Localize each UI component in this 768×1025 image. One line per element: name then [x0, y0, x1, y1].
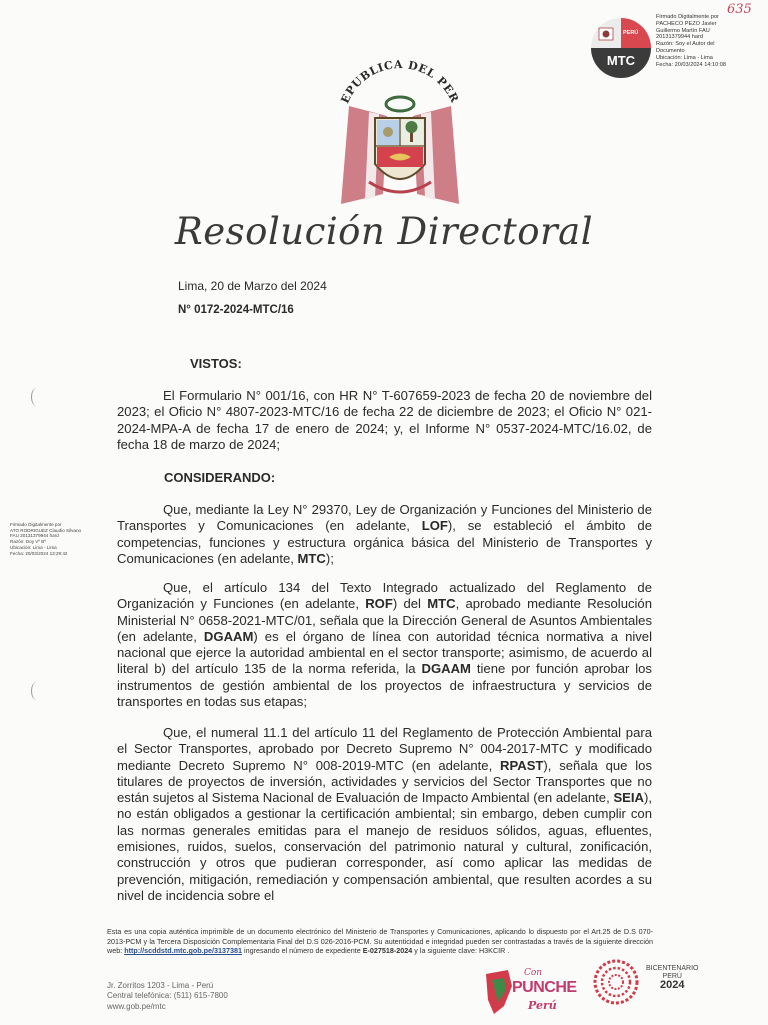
bicentenario-label: BICENTENARIO PERÚ 2024	[646, 965, 699, 991]
vistos-heading: VISTOS:	[190, 356, 242, 371]
ministry-address: Jr. Zorritos 1203 - Lima - Perú Central telefónica: (511) 615-7800 www.gob.pe/mtc	[107, 981, 228, 1011]
place-date: Lima, 20 de Marzo del 2024	[178, 279, 327, 293]
signature-line: FAU 20131379944 hard	[10, 533, 59, 539]
page-number: 635	[727, 2, 752, 17]
signature-line: Ubicación: Lima - Lima	[656, 54, 713, 61]
signature-line: PACHECO PEZO Javier	[656, 20, 717, 27]
signature-line: Documento	[656, 48, 685, 55]
considerando-paragraph-2: Que, el artículo 134 del Texto Integrado actualizado del Reglamento de Organización y Funciones (en adelante, ROF) del MTC, aprobado mediante Resolución Ministerial N° 0658-2021-MTC/01, señala que la Dirección General de Asuntos Ambientales (en adelante, DGAAM) es el órgano de línea con autoridad técnica normativa a nivel nacional que ejerce la autoridad ambiental en el sector transporte; asimismo, de acuerdo al literal b) del artículo 135 de la norma referida, la DGAAM tiene por función aprobar los instrumentos de gestión ambiental de los proyectos de infraestructura y servicios de transportes en todas sus etapas;	[117, 580, 653, 710]
punche-con: Con	[524, 968, 543, 978]
verification-link[interactable]: http://scddstd.mtc.gob.pe/3137381	[124, 946, 243, 956]
signature-line: Firmado Digitalmente por	[656, 14, 719, 20]
signature-line: Guillermo Martín FAU	[656, 27, 710, 34]
signature-line: Firmado Digitalmente por	[10, 522, 62, 527]
signature-line: Ubicación: Lima - Lima	[10, 544, 57, 550]
signature-line: ATO RODRIGUEZ Claudio Silvano	[10, 527, 82, 533]
signature-line: Fecha: 20/03/2024 13:29:42	[10, 550, 68, 556]
emblem-arc-text: EPUBLICA DEL PER	[338, 57, 462, 106]
coat-of-arms	[325, 54, 475, 212]
con-punche-peru-logo	[480, 966, 576, 1020]
website-link[interactable]: www.gob.pe/mtc	[107, 1001, 166, 1011]
considerando-paragraph-1: Que, mediante la Ley N° 29370, Ley de Organización y Funciones del Ministerio de Transportes y Comunicaciones (en adelante, LOF), se estableció el ámbito de competencias, funciones y estructura orgánica básica del Ministerio de Transportes y Comunicaciones (en adelante, MTC);	[117, 502, 652, 566]
vistos-paragraph: El Formulario N° 001/16, con HR N° T-607659-2023 de fecha 20 de noviembre del 2023; el Oficio N° 4807-2023-MTC/16 de fecha 22 de diciembre de 2023; el Oficio N° 021-2024-MPA-A de fecha 17 de enero de 2024; y, el Informe N° 0537-2024-MTC/16.02, de fecha 18 de marzo de 2024;	[117, 388, 652, 452]
authenticity-note: Esta es una copia auténtica imprimible de un documento electrónico del Ministerio de Transportes y Comunicaciones, aplicando lo dispuesto por el Art.25 de D.S 070-2013-PCM y la Tercera Disposición Complementaria Final del D.S 026-2016-PCM. Su autenticidad e integridad pueden ser contrastadas a través de la siguiente dirección web: http://scddstd.mtc.gob.pe/3137381 ingresando el número de expediente E-027518-2024 y la siguiente clave: H3KCIR .	[107, 927, 653, 956]
mtc-logo-country: PERÚ	[623, 30, 639, 36]
scan-punch-mark	[31, 388, 42, 406]
digital-signature-top	[656, 14, 764, 69]
document-title: Resolución Directoral	[174, 210, 594, 253]
considerando-heading: CONSIDERANDO:	[164, 470, 276, 485]
signature-line: Razón: Soy el Autor del	[656, 41, 715, 48]
punche-main: PUNCHE	[512, 979, 577, 996]
signature-line: Razón: Doy Vº Bº	[10, 539, 47, 545]
mtc-logo-label: MTC	[606, 53, 636, 68]
punche-country: Perú	[528, 999, 557, 1012]
bicentenario-rosette-icon	[592, 958, 640, 1006]
signature-line: 20131379944 hard	[656, 34, 703, 41]
considerando-paragraph-3: Que, el numeral 11.1 del artículo 11 del Reglamento de Protección Ambiental para el Sector Transportes, aprobado por Decreto Supremo N° 004-2017-MTC y modificado mediante Decreto Supremo N° 008-2019-MTC (en adelante, RPAST), señala que los titulares de proyectos de inversión, actividades y servicios del Sector Transportes que no están sujetos al Sistema Nacional de Evaluación de Impacto Ambiental (en adelante, SEIA), no están obligados a gestionar la certificación ambiental; sin embargo, deben cumplir con las normas generales emitidas para el manejo de residuos sólidos, aguas, efluentes, emisiones, ruidos, suelos, conservación del patrimonio natural y cultural, zonificación, construcción y otros que pudieran corresponder, así como aplicar las medidas de prevención, mitigación, remediación y compensación ambiental, que resulten acordes a su nivel de incidencia sobre el	[117, 725, 652, 903]
resolution-number: N° 0172-2024-MTC/16	[178, 304, 294, 316]
mtc-logo	[590, 16, 652, 80]
digital-signature-left	[10, 522, 90, 556]
signature-line: Fecha: 20/03/2024 14:10:08	[656, 61, 726, 68]
scan-punch-mark	[31, 682, 42, 700]
